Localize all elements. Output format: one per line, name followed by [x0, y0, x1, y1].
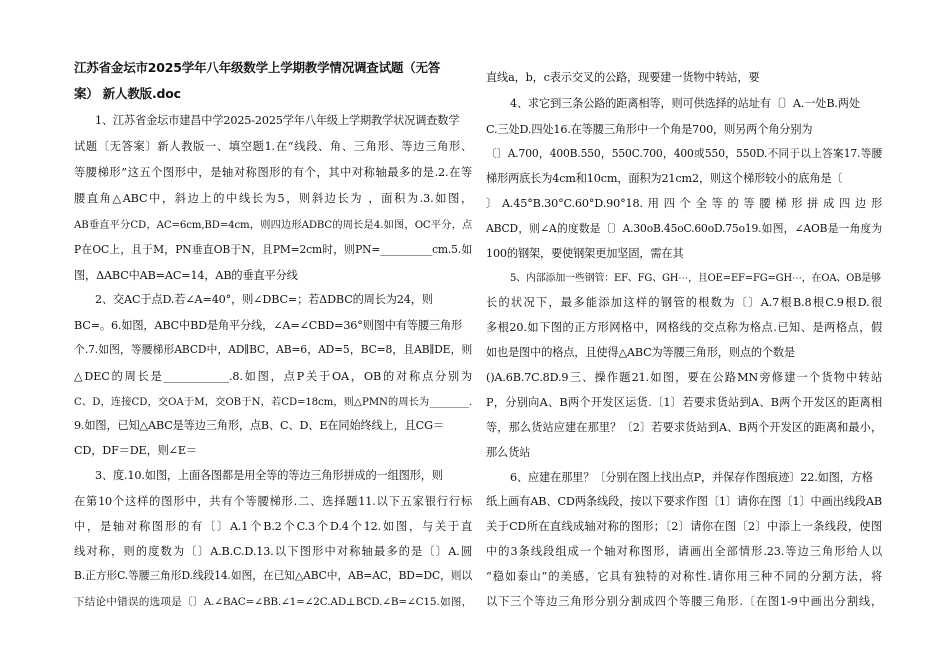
body-text-line: 中的3条线段组成一个轴对称图形，请画出全部情形.23.等边三角形给人以 — [486, 545, 882, 558]
document-title-line: 案） 新人教版.doc — [74, 86, 181, 101]
body-text-line: 那么货站 — [486, 446, 531, 459]
body-text-line: 〕A.45°B.30°C.60°D.90°18.用四个全等的等腰梯形拼成四边形 — [486, 197, 882, 210]
body-text-line: △DEC的周长是____________.8.如图，点P关于OA，OB的对称点分别为 — [74, 370, 472, 383]
body-text-line: 〔〕A.700，400B.550，550C.700，400或550，550D.不同于以上答案17.等腰 — [486, 147, 882, 160]
body-text-line: 直线a，b，c表示交叉的公路，现要建一货物中转站，要 — [486, 71, 760, 84]
body-text-line: 1、江苏省金坛市建昌中学2025-2025学年八年级上学期教学状况调查数学 — [95, 114, 460, 127]
body-text-line: 纸上画有AB、CD两条线段，按以下要求作图〔1〕请你在图〔1〕中画出线段AB — [486, 495, 882, 508]
body-text-line: AB垂直平分CD，AC=6cm,BD=4cm，则四边形ADBC的周长是4.如图，OC平分，点 — [74, 220, 472, 231]
body-text-line: 如也是图中的格点，且使得△ABC为等腰三角形，则点的个数是 — [486, 346, 796, 359]
body-text-line: 腰直角△ABC中，斜边上的中线长为5，则斜边长为 ，面积为.3.如图， — [74, 192, 472, 205]
body-text-line: 图，ΔABC中AB=AC=14，AB的垂直平分线 — [74, 269, 298, 282]
body-text-line: B.正方形C.等腰三角形D.线段14.如图，在已知△ABC中，AB=AC，BD=DC，则以 — [74, 569, 472, 582]
body-text-line: CD，DF＝DE，则∠E＝ — [74, 444, 197, 457]
body-text-line: P，分别向A、B两个开发区运货.〔1〕若要求货站到A、B两个开发区的距离相 — [486, 396, 882, 409]
body-text-line: 梯形两底长为4cm和10cm，面积为21cm2，则这个梯形较小的底角是〔 — [486, 172, 843, 185]
body-text-line: 9.如图，已知△ABC是等边三角形，点B、C、D、E在同始终线上，且CG＝ — [74, 419, 444, 432]
body-text-line: P在OC上，且于M，PN垂直OB于N，且PM=2cm时，则PN=__________cm.5.如 — [74, 243, 472, 256]
body-text-line: 2、交AC于点D.若∠A=40°，则∠DBC=；若ΔDBC的周长为24，则 — [95, 293, 433, 306]
body-text-line: ABCD，则∠A的度数是〔〕A.30oB.45oC.60oD.75o19.如图，∠AOB是一角度为 — [486, 222, 882, 235]
body-text-line: “稳如泰山”的美感，它具有独特的对称性.请你用三种不同的分割方法，将 — [486, 570, 882, 583]
body-text-line: 5、内部添加一些钢管：EF、FG、GH⋯，且OE=EF=FG=GH⋯，在OA、OB是够 — [510, 273, 881, 284]
body-text-line: 100的钢架，要使钢架更加坚固，需在其 — [486, 247, 684, 260]
body-text-line: 6、应建在那里？〔分别在图上找出点P，并保存作图痕迹〕22.如图，方格 — [510, 471, 873, 484]
body-text-line: 等腰梯形”这五个图形中，是轴对称图形的有个，其中对称轴最多的是.2.在等 — [74, 166, 472, 179]
body-text-line: 下结论中错误的选项是〔〕A.∠BAC=∠BB.∠1=∠2C.AD⊥BCD.∠B=∠C15.如图， — [74, 596, 472, 608]
body-text-line: 中，是轴对称图形的有〔〕A.1个B.2个C.3个D.4个12.如图，与关于直 — [74, 520, 472, 533]
body-text-line: 3、度.10.如图，上面各图都是用全等的等边三角形拼成的一组图形，则 — [95, 469, 443, 482]
body-text-line: 在第10个这样的图形中，共有个等腰梯形.二、选择题11.以下五家银行行标 — [74, 495, 472, 508]
body-text-line: BC=。6.如图，ABC中BD是角平分线，∠A=∠CBD=36°则图中有等腰三角形 — [74, 319, 463, 332]
body-text-line: C、D，连接CD，交OA于M，交OB于N，若CD=18cm，则△PMN的周长为________. — [74, 397, 472, 408]
body-text-line: C.三处D.四处16.在等腰三角形中一个角是700，则另两个角分别为 — [486, 123, 813, 136]
body-text-line: ()A.6B.7C.8D.9三、操作题21.如图，要在公路MN旁修建一个货物中转站 — [486, 371, 882, 384]
body-text-line: 线对称，则的度数为〔〕A.B.C.D.13.以下图形中对称轴最多的是〔〕A.圆 — [74, 545, 472, 558]
body-text-line: 等，那么货站应建在那里？〔2〕若要求货站到A、B两个开发区的距离和最小， — [486, 421, 882, 434]
body-text-line: 以下三个等边三角形分别分割成四个等腰三角形.〔在图1-9中画出分割线， — [486, 595, 882, 608]
body-text-line: 试题〔无答案〕新人教版一、填空题1.在“线段、角、三角形、等边三角形、 — [74, 140, 472, 153]
body-text-line: 关于CD所在直线成轴对称的图形；〔2〕请你在图〔2〕中添上一条线段，使图 — [486, 520, 882, 533]
body-text-line: 多根20.如下图的正方形网格中，网格线的交点称为格点.已知、是两格点，假 — [486, 321, 882, 334]
body-text-line: 个.7.如图，等腰梯形ABCD中，AD∥BC，AB=6，AD=5，BC=8，且AB∥DE，则 — [74, 343, 472, 356]
body-text-line: 4、求它到三条公路的距离相等，则可供选择的站址有〔〕A.一处B.两处 — [510, 97, 860, 110]
body-text-line: 长的状况下，最多能添加这样的钢管的根数为〔〕A.7根B.8根C.9根D.很 — [486, 296, 882, 309]
document-title-line: 江苏省金坛市2025学年八年级数学上学期教学情况调查试题（无答 — [74, 60, 441, 75]
